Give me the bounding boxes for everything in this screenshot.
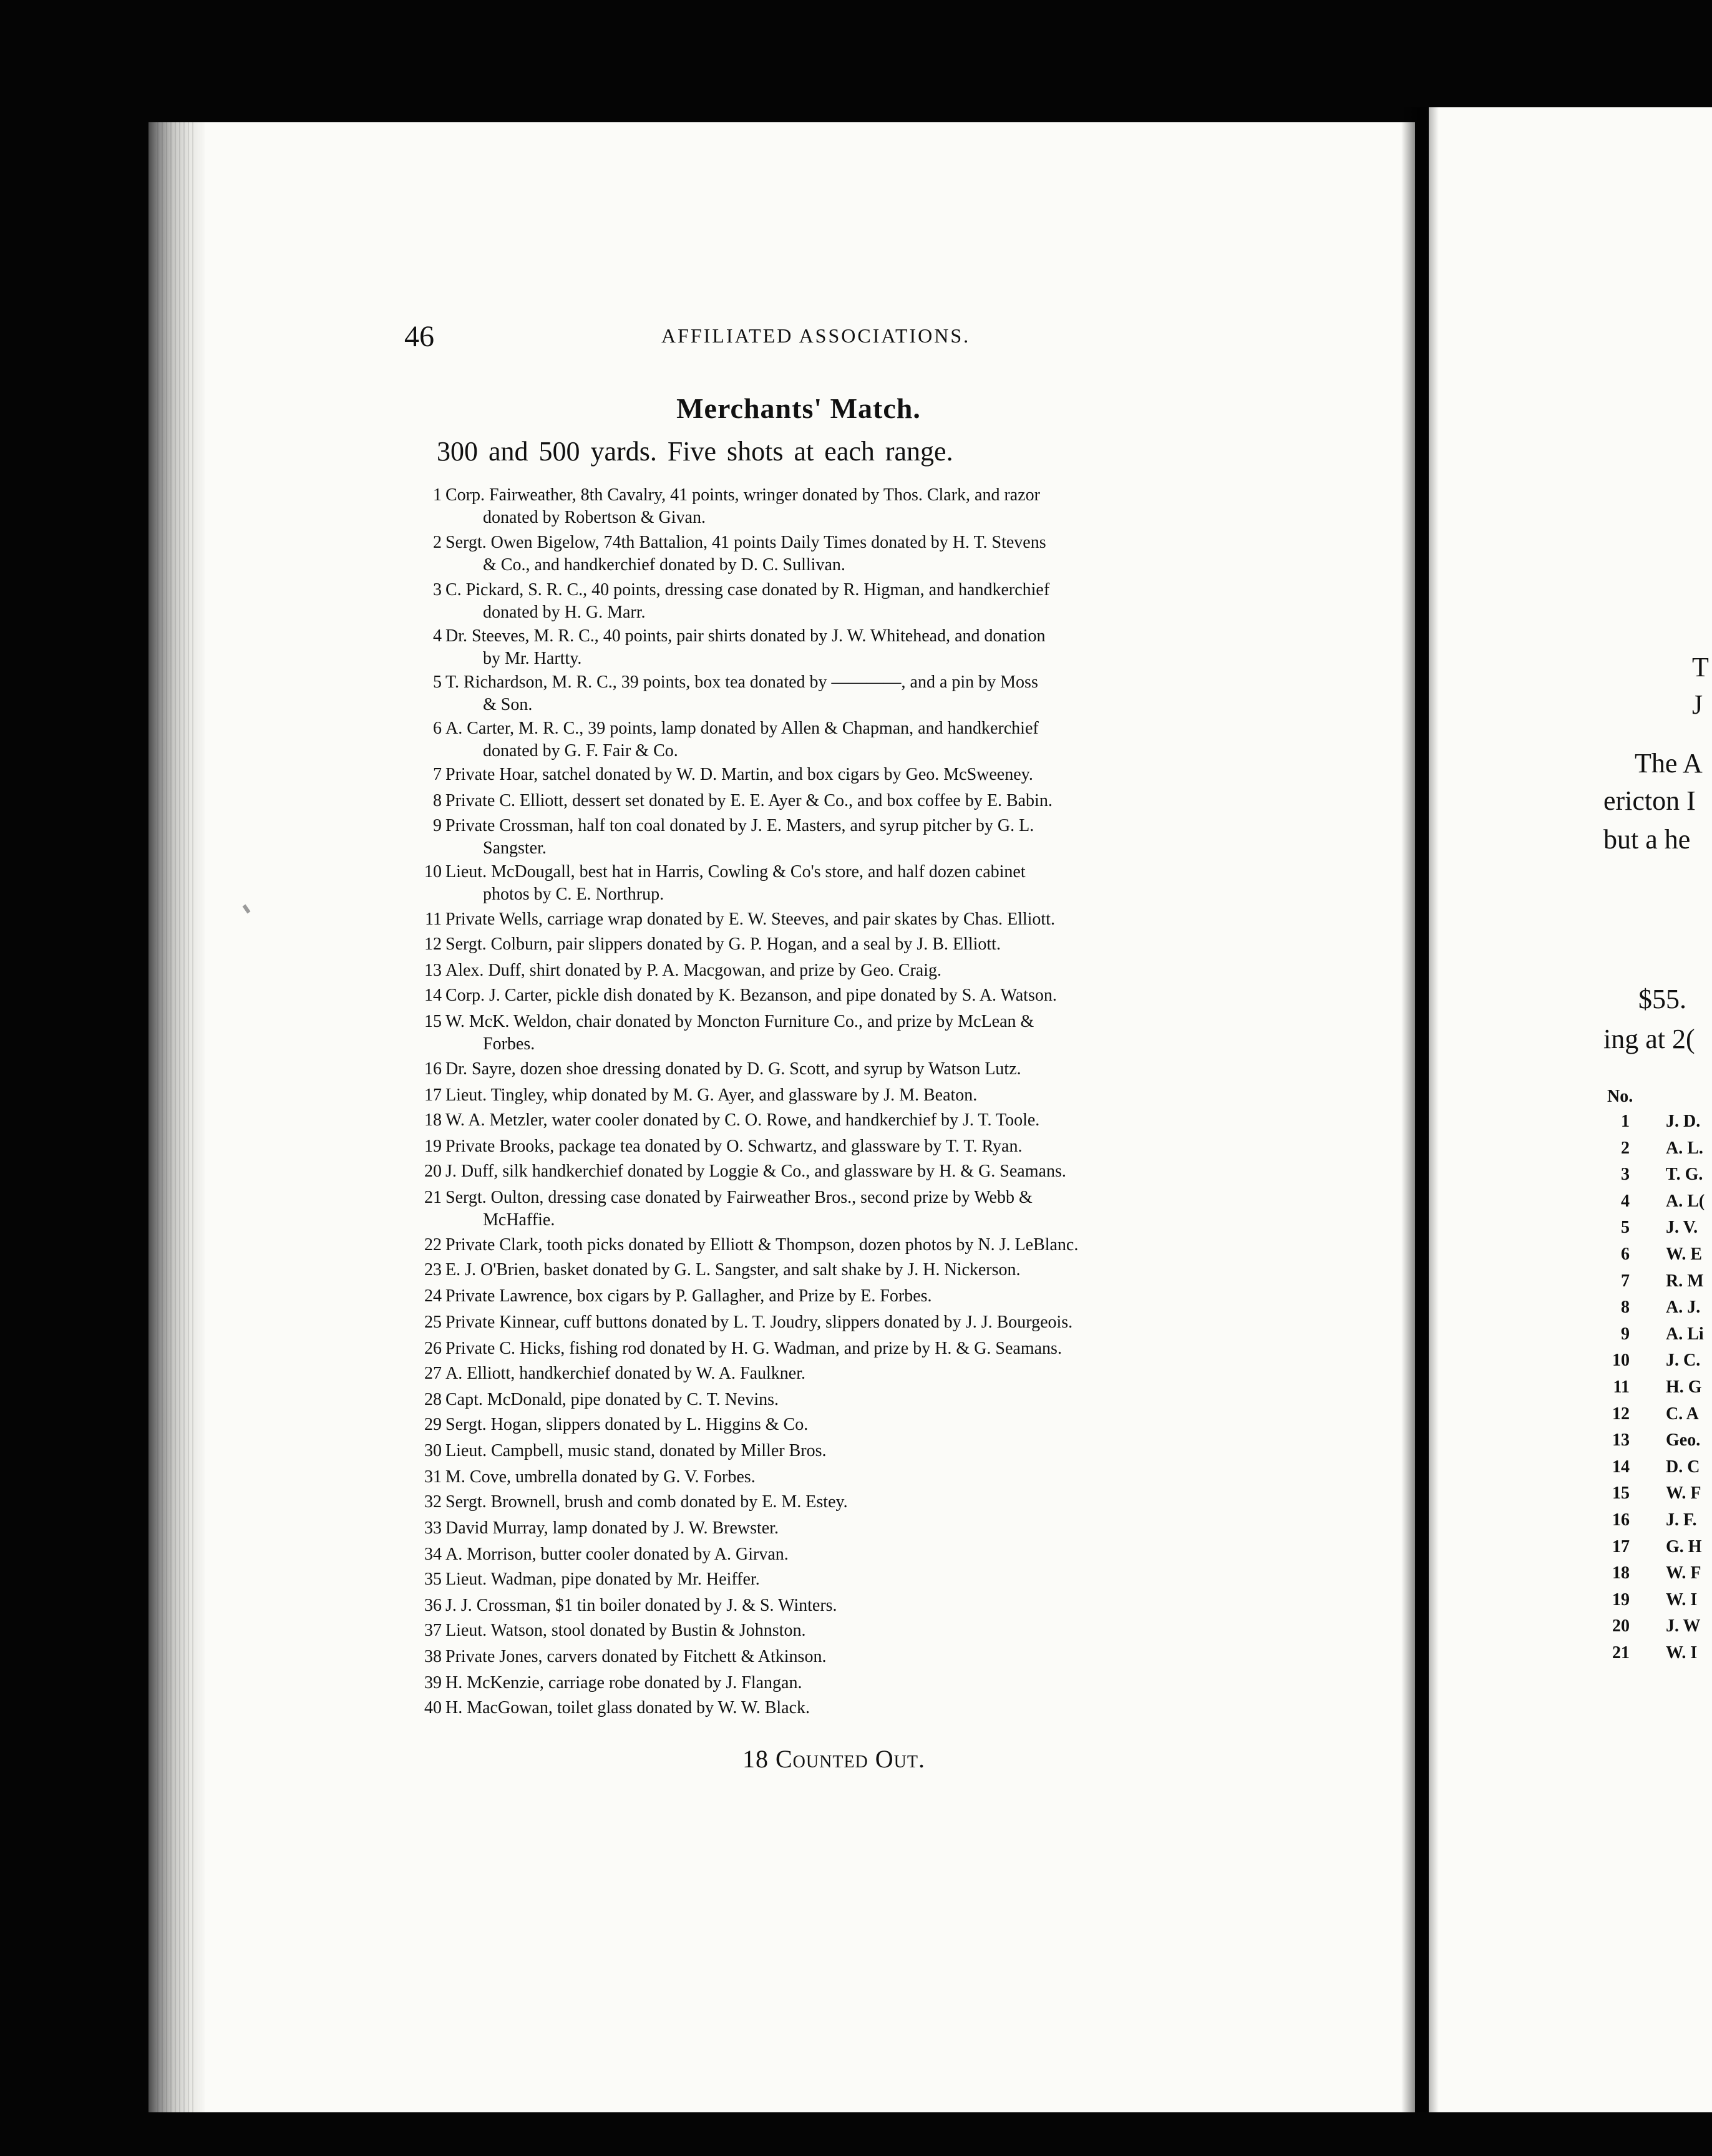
entry-number: 40	[424, 1698, 442, 1717]
entry-text-continued: Forbes.	[483, 1034, 535, 1054]
entry-item	[424, 1058, 1257, 1080]
entry-text: Lieut. Wadman, pipe donated by Mr. Heiffer.	[445, 1570, 760, 1589]
entry-item	[424, 1491, 1257, 1513]
entry-text: Corp. Fairweather, 8th Cavalry, 41 points, wringer donated by Thos. Clark, and razor	[445, 485, 1040, 505]
entry-text: T. Richardson, M. R. C., 39 points, box tea donated by ————, and a pin by Moss	[445, 673, 1038, 692]
right-row-number: 12	[1612, 1404, 1630, 1424]
entry-text: Sergt. Oulton, dressing case donated by Fairweather Bros., second prize by Webb &	[445, 1188, 1033, 1207]
right-frag-the-a: The A	[1635, 748, 1703, 779]
entry-item	[424, 1109, 1257, 1132]
right-row-number: 16	[1612, 1510, 1630, 1530]
entry-item	[424, 1389, 1257, 1411]
entry-text: C. Pickard, S. R. C., 40 points, dressing case donated by R. Higman, and handkerchief	[445, 580, 1050, 600]
entry-text: E. J. O'Brien, basket donated by G. L. Sangster, and salt shake by J. H. Nickerson.	[445, 1260, 1021, 1280]
right-row-number: 1	[1621, 1112, 1630, 1131]
right-row-name: D. C	[1666, 1457, 1700, 1477]
entry-text-continued: photos by C. E. Northrup.	[483, 885, 664, 904]
entry-text: Private Lawrence, box cigars by P. Gallagher, and Prize by E. Forbes.	[445, 1286, 932, 1306]
entry-item	[424, 1311, 1257, 1334]
entry-number: 24	[424, 1286, 442, 1306]
entry-text: A. Morrison, butter cooler donated by A. Girvan.	[445, 1545, 789, 1564]
right-row-name: A. L(	[1666, 1191, 1705, 1211]
entry-number: 27	[424, 1364, 442, 1383]
entry-item	[433, 579, 1257, 624]
entry-text: Private Clark, tooth picks donated by Elliott & Thompson, dozen photos by N. J. LeBlanc.	[445, 1235, 1079, 1255]
entry-item	[433, 484, 1257, 529]
entry-item	[424, 1414, 1257, 1436]
right-row-number: 10	[1612, 1351, 1630, 1371]
entry-item	[433, 717, 1257, 762]
right-row-number: 7	[1621, 1271, 1630, 1291]
right-row-name: J. W	[1666, 1616, 1701, 1636]
right-frag-55: $55.	[1638, 984, 1686, 1014]
entry-number: 14	[424, 986, 442, 1005]
entry-text-continued: donated by G. F. Fair & Co.	[483, 741, 678, 760]
entry-number: 34	[424, 1545, 442, 1564]
entry-item	[433, 764, 1257, 786]
entry-item	[424, 1160, 1257, 1183]
entry-item	[424, 1011, 1257, 1056]
entry-item	[424, 1234, 1257, 1256]
right-row-number: 19	[1612, 1590, 1630, 1610]
entry-item	[424, 861, 1257, 906]
entry-number: 15	[424, 1012, 442, 1031]
entry-number: 20	[424, 1162, 442, 1181]
entry-number: 18	[424, 1110, 442, 1130]
entry-text-continued: Sangster.	[483, 838, 547, 858]
entry-item	[424, 1672, 1257, 1694]
entry-item	[433, 532, 1257, 576]
right-row-name: A. Li	[1666, 1324, 1704, 1344]
right-row-number: 5	[1621, 1218, 1630, 1238]
entry-text: Lieut. McDougall, best hat in Harris, Cowling & Co's store, and half dozen cabinet	[445, 862, 1026, 881]
right-row-name: J. D.	[1666, 1112, 1701, 1131]
right-row-name: A. J.	[1666, 1298, 1701, 1318]
entry-text: Private Wells, carriage wrap donated by E. W. Steeves, and pair skates by Chas. Elliott.	[445, 910, 1055, 929]
entry-text: Sergt. Brownell, brush and comb donated by E. M. Estey.	[445, 1492, 848, 1512]
entry-text: J. Duff, silk handkerchief donated by Loggie & Co., and glassware by H. & G. Seamans.	[445, 1162, 1066, 1181]
entry-item	[424, 1187, 1257, 1231]
page-subtitle: 300 and 500 yards. Five shots at each range.	[437, 436, 953, 467]
entry-number: 28	[424, 1390, 442, 1409]
entry-number: 7	[433, 765, 442, 784]
page-number: 46	[404, 320, 434, 353]
right-row-number: 20	[1612, 1616, 1630, 1636]
entry-text-continued: & Co., and handkerchief donated by D. C. Sullivan.	[483, 555, 845, 575]
entry-number: 39	[424, 1673, 442, 1692]
page-title: Merchants' Match.	[676, 392, 921, 424]
entry-item	[424, 1543, 1257, 1566]
entry-number: 10	[424, 862, 442, 881]
entry-item	[424, 1338, 1257, 1360]
entry-item	[424, 959, 1257, 982]
entry-text-continued: & Son.	[483, 695, 533, 714]
right-row-name: W. I	[1666, 1643, 1698, 1663]
entry-number: 35	[424, 1570, 442, 1589]
entry-text: Sergt. Colburn, pair slippers donated by G. P. Hogan, and a seal by J. B. Elliott.	[445, 935, 1001, 954]
entry-text: J. J. Crossman, $1 tin boiler donated by J. & S. Winters.	[445, 1596, 837, 1615]
entry-text: Capt. McDonald, pipe donated by C. T. Nevins.	[445, 1390, 779, 1409]
right-row-name: Geo.	[1666, 1430, 1701, 1450]
entry-item	[424, 1697, 1257, 1719]
entry-number: 32	[424, 1492, 442, 1512]
entry-number: 6	[433, 719, 442, 738]
entry-number: 5	[433, 673, 442, 692]
entry-text: Lieut. Watson, stool donated by Bustin & Johnston.	[445, 1621, 806, 1640]
right-row-number: 21	[1612, 1643, 1630, 1663]
counted-out-number: 18	[742, 1745, 769, 1773]
entry-item	[424, 1568, 1257, 1591]
entry-text: Dr. Steeves, M. R. C., 40 points, pair shirts donated by J. W. Whitehead, and donation	[445, 626, 1046, 646]
right-row-number: 15	[1612, 1483, 1630, 1503]
entry-number: 1	[433, 485, 442, 505]
entry-number: 33	[424, 1518, 442, 1538]
right-row-number: 3	[1621, 1165, 1630, 1185]
entry-text: Private Crossman, half ton coal donated by J. E. Masters, and syrup pitcher by G. L.	[445, 816, 1034, 835]
entry-item	[424, 1285, 1257, 1308]
right-row-number: 9	[1621, 1324, 1630, 1344]
entry-number: 31	[424, 1467, 442, 1487]
entry-text-continued: donated by H. G. Marr.	[483, 603, 646, 622]
right-row-number: 4	[1621, 1191, 1630, 1211]
entry-text: Private Jones, carvers donated by Fitchett & Atkinson.	[445, 1647, 827, 1666]
entry-number: 22	[424, 1235, 442, 1255]
entry-text: Alex. Duff, shirt donated by P. A. Macgowan, and prize by Geo. Craig.	[445, 961, 941, 980]
right-row-number: 6	[1621, 1245, 1630, 1264]
right-row-name: W. E	[1666, 1245, 1703, 1264]
entry-item	[424, 1259, 1257, 1281]
right-row-number: 2	[1621, 1138, 1630, 1158]
entry-text: David Murray, lamp donated by J. W. Brewster.	[445, 1518, 779, 1538]
entry-text: W. McK. Weldon, chair donated by Moncton Furniture Co., and prize by McLean &	[445, 1012, 1034, 1031]
right-row-number: 8	[1621, 1298, 1630, 1318]
entry-item	[424, 933, 1257, 956]
entry-text: Private Brooks, package tea donated by O. Schwartz, and glassware by T. T. Ryan.	[445, 1137, 1023, 1156]
entry-text-continued: McHaffie.	[483, 1210, 555, 1230]
right-row-number: 13	[1612, 1430, 1630, 1450]
entry-number: 37	[424, 1621, 442, 1640]
entry-item	[433, 671, 1257, 716]
entry-item	[424, 1440, 1257, 1462]
entry-number: 38	[424, 1647, 442, 1666]
right-row-number: 14	[1612, 1457, 1630, 1477]
entry-number: 26	[424, 1339, 442, 1358]
right-frag-j: J	[1692, 689, 1703, 720]
entry-number: 2	[433, 533, 442, 552]
entry-number: 13	[424, 961, 442, 980]
entry-text: Corp. J. Carter, pickle dish donated by K. Bezanson, and pipe donated by S. A. Watson.	[445, 986, 1057, 1005]
entry-number: 12	[424, 935, 442, 954]
entry-number: 30	[424, 1441, 442, 1460]
entry-text: Lieut. Campbell, music stand, donated by Miller Bros.	[445, 1441, 827, 1460]
entry-item	[424, 1646, 1257, 1668]
right-frag-but: but a he	[1603, 824, 1691, 855]
entry-text: Dr. Sayre, dozen shoe dressing donated by D. G. Scott, and syrup by Watson Lutz.	[445, 1059, 1021, 1079]
entry-item	[424, 1619, 1257, 1642]
right-frag-ing: ing at 2(	[1603, 1024, 1695, 1054]
entry-item	[433, 625, 1257, 670]
entry-number: 21	[424, 1188, 442, 1207]
entry-text: H. MacGowan, toilet glass donated by W. W. Black.	[445, 1698, 810, 1717]
entry-item	[433, 790, 1257, 812]
entry-text: Private C. Elliott, dessert set donated by E. E. Ayer & Co., and box coffee by E. Babin.	[445, 791, 1053, 810]
right-row-number: 11	[1613, 1377, 1630, 1397]
entry-number: 36	[424, 1596, 442, 1615]
right-row-number: 17	[1612, 1537, 1630, 1556]
right-frag-t: T	[1692, 652, 1709, 682]
entry-item	[424, 1517, 1257, 1540]
entry-item	[424, 1362, 1257, 1385]
right-row-name: J. V.	[1666, 1218, 1698, 1238]
entry-number: 9	[433, 816, 442, 835]
right-no-header: No.	[1607, 1087, 1633, 1106]
entry-text: A. Elliott, handkerchief donated by W. A. Faulkner.	[445, 1364, 806, 1383]
entry-text: A. Carter, M. R. C., 39 points, lamp donated by Allen & Chapman, and handkerchief	[445, 719, 1039, 738]
entry-item	[424, 984, 1257, 1007]
entry-text: Private Kinnear, cuff buttons donated by L. T. Joudry, slippers donated by J. J. Bourgeois.	[445, 1313, 1073, 1332]
right-row-name: W. F	[1666, 1563, 1701, 1583]
right-row-name: J. F.	[1666, 1510, 1697, 1530]
entry-text: Lieut. Tingley, whip donated by M. G. Ayer, and glassware by J. M. Beaton.	[445, 1085, 978, 1105]
entry-item	[424, 1466, 1257, 1488]
counted-out-label: Counted Out.	[776, 1745, 925, 1773]
right-row-name: H. G	[1666, 1377, 1702, 1397]
entry-text-continued: by Mr. Hartty.	[483, 649, 582, 668]
entry-text: Private Hoar, satchel donated by W. D. Martin, and box cigars by Geo. McSweeney.	[445, 765, 1033, 784]
entry-item	[424, 1135, 1257, 1158]
running-head: AFFILIATED ASSOCIATIONS.	[661, 324, 971, 347]
entry-number: 19	[424, 1137, 442, 1156]
entry-number: 17	[424, 1085, 442, 1105]
right-row-name: T. G.	[1666, 1165, 1703, 1185]
entry-number: 23	[424, 1260, 442, 1280]
entry-text: Private C. Hicks, fishing rod donated by H. G. Wadman, and prize by H. & G. Seamans.	[445, 1339, 1062, 1358]
entry-item	[424, 1595, 1257, 1617]
right-row-name: R. M	[1666, 1271, 1704, 1291]
entry-text-continued: donated by Robertson & Givan.	[483, 508, 706, 527]
entry-item	[433, 815, 1257, 860]
entry-text: W. A. Metzler, water cooler donated by C. O. Rowe, and handkerchief by J. T. Toole.	[445, 1110, 1040, 1130]
entry-number: 8	[433, 791, 442, 810]
entry-text: Sergt. Owen Bigelow, 74th Battalion, 41 points Daily Times donated by H. T. Stevens	[445, 533, 1046, 552]
right-row-name: W. F	[1666, 1483, 1701, 1503]
entry-number: 11	[425, 910, 442, 929]
right-row-name: C. A	[1666, 1404, 1699, 1424]
right-row-name: G. H	[1666, 1537, 1702, 1556]
entry-text: Sergt. Hogan, slippers donated by L. Higgins & Co.	[445, 1415, 809, 1434]
entry-number: 4	[433, 626, 442, 646]
entry-number: 16	[424, 1059, 442, 1079]
right-frag-ericton: ericton I	[1603, 785, 1696, 816]
entry-item	[425, 908, 1257, 931]
entry-number: 3	[433, 580, 442, 600]
entry-item	[424, 1084, 1257, 1107]
right-row-name: J. C.	[1666, 1351, 1701, 1371]
right-row-name: W. I	[1666, 1590, 1698, 1610]
entry-text: H. McKenzie, carriage robe donated by J. Flangan.	[445, 1673, 802, 1692]
entry-number: 29	[424, 1415, 442, 1434]
counted-out	[742, 1744, 925, 1774]
right-row-number: 18	[1612, 1563, 1630, 1583]
entry-text: M. Cove, umbrella donated by G. V. Forbes.	[445, 1467, 756, 1487]
entry-number: 25	[424, 1313, 442, 1332]
right-row-name: A. L.	[1666, 1138, 1703, 1158]
